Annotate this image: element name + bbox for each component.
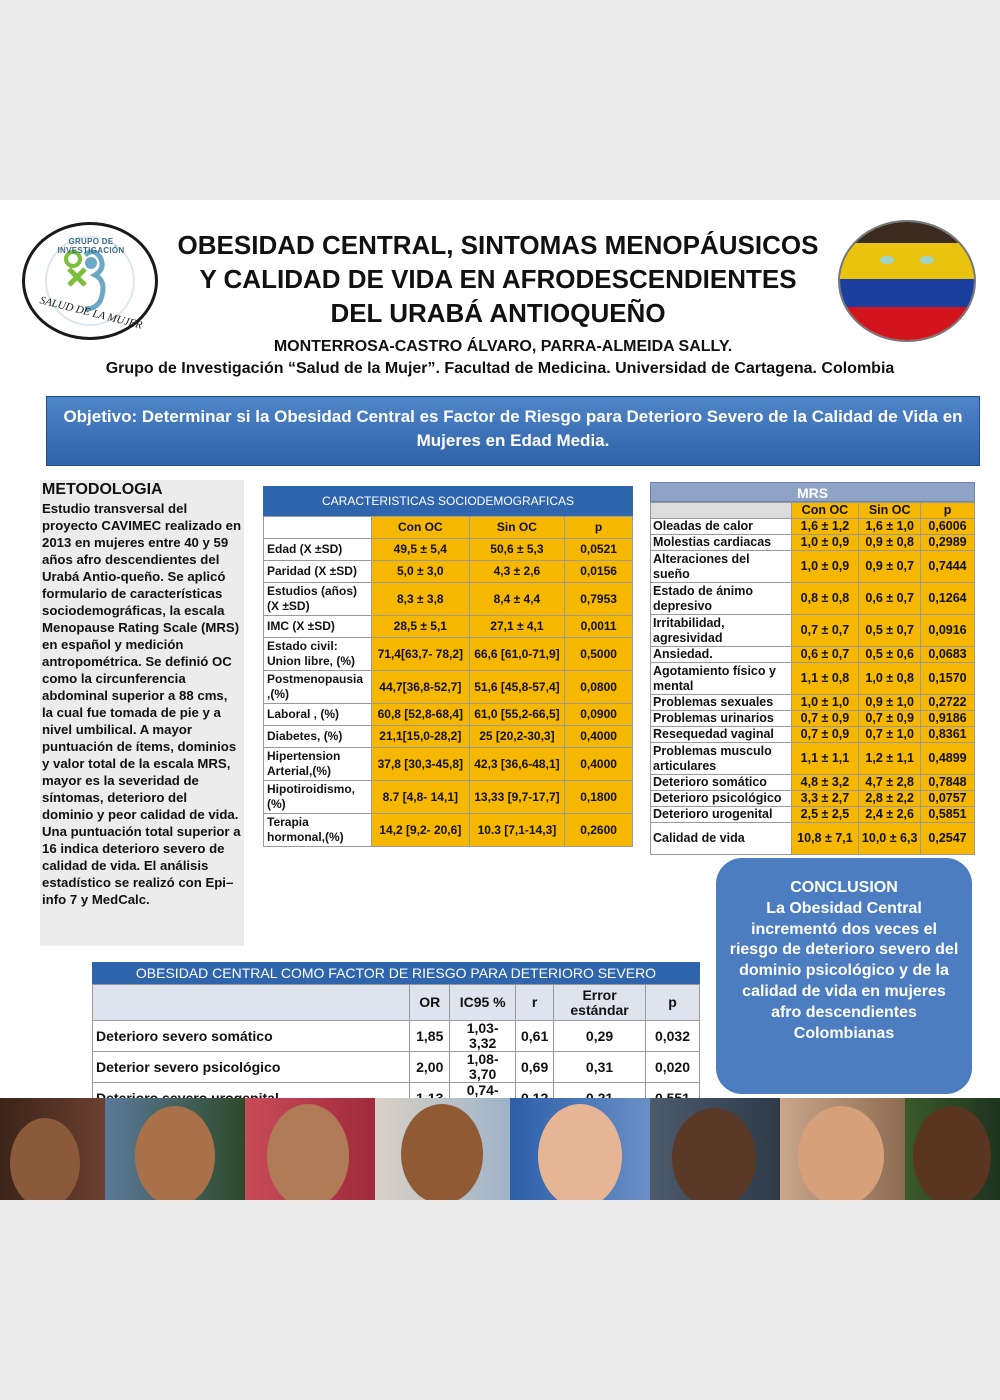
table-row [264,638,633,671]
table-cell: 0,2722 [921,695,975,711]
table-row [651,695,975,711]
row-label: Paridad (X ±SD) [264,561,372,583]
table-row [651,727,975,743]
column-header: Error estándar [554,985,646,1021]
table-cell: 61,0 [55,2-66,5] [469,704,565,726]
photo [650,1098,780,1200]
column-header [651,503,792,519]
table-cell: 0,7 ± 0,9 [859,711,921,727]
table-cell: 1,0 ± 0,8 [859,663,921,695]
table-cell: 8,4 ± 4,4 [469,583,565,616]
table-cell: 0,6 ± 0,7 [859,583,921,615]
table-cell: 0,2547 [921,823,975,855]
table-cell: 2,8 ± 2,2 [859,791,921,807]
table-caption: MRS [650,482,975,502]
eye-icon [920,256,934,264]
table-cell: 0,4000 [565,726,633,748]
face-shape [267,1104,349,1200]
table-cell: 0,1264 [921,583,975,615]
table-cell: 0,6 ± 0,7 [791,647,859,663]
table-cell: 0,4000 [565,748,633,781]
methodology-text: Una puntuación total superior a 16 indica deterioro severo de calidad de vida. El análisis estadístico se realizó con Epi–info 7 y MedCalc. [42,824,241,907]
table-row [93,1052,700,1083]
face-shape [538,1104,622,1200]
table-cell: 0,8 ± 0,8 [791,583,859,615]
table-cell: 0,4899 [921,743,975,775]
row-label: IMC (X ±SD) [264,616,372,638]
table-row [651,711,975,727]
logo-bottom-text: SALUD DE LA MUJER [38,294,144,332]
column-header [93,985,410,1021]
row-label: Laboral , (%) [264,704,372,726]
sociodemographic-table [263,486,633,847]
row-label: Deterioro somático [651,775,792,791]
table-cell: 1,1 ± 1,1 [791,743,859,775]
table-cell: 1,2 ± 1,1 [859,743,921,775]
row-label: Problemas urinarios [651,711,792,727]
face-shape [10,1118,80,1200]
poster [0,200,1000,1200]
table-cell: 0,7953 [565,583,633,616]
row-label: Estudios (años) (X ±SD) [264,583,372,616]
table-cell: 0,7848 [921,775,975,791]
title-line: Y CALIDAD DE VIDA EN AFRODESCENDIENTES [199,264,797,294]
table-row [651,535,975,551]
table-cell: 0,5 ± 0,6 [859,647,921,663]
table-cell: 0,1570 [921,663,975,695]
table-row [651,663,975,695]
table-cell: 1,1 ± 0,8 [791,663,859,695]
mrs-table [650,482,975,855]
photo [0,1098,105,1200]
table-cell: 50,6 ± 5,3 [469,539,565,561]
table-cell: 0,0521 [565,539,633,561]
conclusion-box [716,858,972,1094]
row-label: Terapia hormonal,(%) [264,814,372,847]
methodology-text: Estudio transversal del proyecto CAVIMEC realizado en 2013 en mujeres entre 40 y 59 años afro descendientes del Urabá Antio-queño. Se aplicó formulario de características sociodemográficas, la escala Menopause Rating Scale (MRS) en español y medición antropométrica. Se definió OC como la circunferencia abdominal superior a 88 cms, la cual fue tomada de pie y a nivel umbilical. A mayor puntuación de ítems, dominios y valor total de la escala MRS, mayor es la severidad de síntomas, deterioro del dominio y peor calidad de vida. [42,501,242,822]
face-shape [135,1106,215,1200]
table-cell: 1,6 ± 1,2 [791,519,859,535]
table-cell: 0,0683 [921,647,975,663]
row-label: Deterioro psicológico [651,791,792,807]
column-header: p [921,503,975,519]
table-row [651,551,975,583]
row-label: Oleadas de calor [651,519,792,535]
photo [780,1098,905,1200]
column-header [264,517,372,539]
table-cell: 0,5 ± 0,7 [859,615,921,647]
row-label: Deterioro urogenital [651,807,792,823]
table-cell: 0,7 ± 0,9 [791,727,859,743]
table-cell: 1,08-3,70 [450,1052,516,1083]
table-cell: 0,5851 [921,807,975,823]
table-cell: 0,0800 [565,671,633,704]
table-row [651,519,975,535]
flag-face-photo [838,220,976,342]
face-shape [913,1106,991,1200]
row-label: Calidad de vida [651,823,792,855]
table-cell: 1,03-3,32 [450,1021,516,1052]
table-cell: 4,8 ± 3,2 [791,775,859,791]
table-cell: 2,5 ± 2,5 [791,807,859,823]
row-label: Alteraciones del sueño [651,551,792,583]
row-label: Problemas sexuales [651,695,792,711]
table-cell: 71,4[63,7- 78,2] [371,638,469,671]
table-cell: 0,7 ± 0,7 [791,615,859,647]
row-label: Agotamiento físico y mental [651,663,792,695]
flag-red-band [840,307,974,340]
table-cell: 0,2600 [565,814,633,847]
table-cell: 0,74- [450,1083,516,1114]
table-cell: 2,4 ± 2,6 [859,807,921,823]
table-row [651,791,975,807]
table-cell: 1,0 ± 1,0 [791,695,859,711]
table-cell: 49,5 ± 5,4 [371,539,469,561]
table-cell: 25 [20,2-30,3] [469,726,565,748]
face-shape [798,1106,884,1200]
column-header: OR [410,985,450,1021]
table-cell: 0,9 ± 0,7 [859,551,921,583]
row-label: Molestias cardiacas [651,535,792,551]
logo-top-text: GRUPO DE INVESTIGACIÓN [57,237,125,255]
flag-yellow-band [840,243,974,278]
table-cell: 10.3 [7,1-14,3] [469,814,565,847]
column-header: r [516,985,554,1021]
table-row [651,775,975,791]
table-cell: 0,0156 [565,561,633,583]
title-line: DEL URABÁ ANTIOQUEÑO [330,298,666,328]
table-cell: 28,5 ± 5,1 [371,616,469,638]
table-cell: 1,0 ± 0,9 [791,535,859,551]
column-header: Con OC [791,503,859,519]
column-header: IC95 % [450,985,516,1021]
table-row [264,616,633,638]
column-header: p [565,517,633,539]
table-cell: 21,1[15,0-28,2] [371,726,469,748]
column-header: Con OC [371,517,469,539]
table-cell: 44,7[36,8-52,7] [371,671,469,704]
women-photo-strip [0,1098,1000,1200]
row-label: Diabetes, (%) [264,726,372,748]
table-caption: OBESIDAD CENTRAL COMO FACTOR DE RIESGO PARA DETERIORO SEVERO [92,962,700,984]
column-header: Sin OC [859,503,921,519]
table-caption: CARACTERISTICAS SOCIODEMOGRAFICAS [263,486,633,516]
photo [510,1098,650,1200]
row-label: Resequedad vaginal [651,727,792,743]
conclusion-text: La Obesidad Central incrementó dos veces el riesgo de deterioro severo del dominio psicológico y de la calidad de vida en mujeres afro descendientes Colombianas [729,899,959,1042]
table-cell: 0,6006 [921,519,975,535]
flag-blue-band [840,279,974,307]
face-shape [401,1104,483,1200]
table-cell: 0,0011 [565,616,633,638]
table-cell: 1,6 ± 1,0 [859,519,921,535]
photo [905,1098,1000,1200]
table-cell: 27,1 ± 4,1 [469,616,565,638]
table-cell: 0,8361 [921,727,975,743]
table-cell: 3,3 ± 2,7 [791,791,859,807]
table-cell: 0,020 [646,1052,700,1083]
table-row [264,748,633,781]
objective-banner: Objetivo: Determinar si la Obesidad Central es Factor de Riesgo para Deterioro Severo de la Calidad de Vida en Mujeres en Edad Media. [46,396,980,466]
table-cell: 51,6 [45,8-57,4] [469,671,565,704]
table-cell: 0,0757 [921,791,975,807]
table-cell: 2,00 [410,1052,450,1083]
table-cell: 4,3 ± 2,6 [469,561,565,583]
table-row [651,583,975,615]
table-cell: 0,61 [516,1021,554,1052]
table-row [264,539,633,561]
data-table [650,502,975,855]
table-row [264,671,633,704]
row-label: Deterior severo psicológico [93,1052,410,1083]
column-header: Sin OC [469,517,565,539]
table-cell: 0,31 [554,1052,646,1083]
table-cell: 37,8 [30,3-45,8] [371,748,469,781]
table-cell: 4,7 ± 2,8 [859,775,921,791]
table-row [93,1021,700,1052]
row-label: Postmenopausia ,(%) [264,671,372,704]
face-shape [672,1108,756,1200]
authors: MONTERROSA-CASTRO ÁLVARO, PARRA-ALMEIDA SALLY. [273,338,733,355]
row-label: Estado civil: Union libre, (%) [264,638,372,671]
conclusion-heading: CONCLUSION [790,879,898,896]
table-cell: 10,0 ± 6,3 [859,823,921,855]
table-cell: 0,0916 [921,615,975,647]
table-row [264,814,633,847]
row-label: Hipotiroidismo, (%) [264,781,372,814]
title-line: OBESIDAD CENTRAL, SINTOMAS MENOPÁUSICOS [177,230,819,260]
table-cell: 0,7 ± 1,0 [859,727,921,743]
table-cell: 0,9 ± 0,8 [859,535,921,551]
table-cell: 10,8 ± 7,1 [791,823,859,855]
affiliation: Grupo de Investigación “Salud de la Mujer”. Facultad de Medicina. Universidad de Cartagena. Colombia [105,360,895,377]
row-label: Deterioro severo somático [93,1021,410,1052]
methodology-panel [40,480,244,946]
table-row [651,647,975,663]
table-row [264,704,633,726]
table-cell: 8,3 ± 3,8 [371,583,469,616]
table-cell: 8.7 [4,8- 14,1] [371,781,469,814]
data-table [263,516,633,847]
table-row [264,583,633,616]
methodology-heading: METODOLOGIA [42,481,163,498]
photo [245,1098,375,1200]
table-cell: 0,1800 [565,781,633,814]
table-row [651,807,975,823]
table-cell: 5,0 ± 3,0 [371,561,469,583]
row-label: Ansiedad. [651,647,792,663]
table-row [264,561,633,583]
table-cell: 14,2 [9,2- 20,6] [371,814,469,847]
table-cell: 0,2989 [921,535,975,551]
column-header: p [646,985,700,1021]
eye-icon [880,256,894,264]
table-cell: 0,032 [646,1021,700,1052]
table-cell: 42,3 [36,6-48,1] [469,748,565,781]
table-cell: 1,85 [410,1021,450,1052]
table-cell: 0,9 ± 1,0 [859,695,921,711]
table-cell: 60,8 [52,8-68,4] [371,704,469,726]
table-cell: 0,69 [516,1052,554,1083]
table-row [651,743,975,775]
table-row [264,781,633,814]
table-row [651,615,975,647]
table-cell: 1,0 ± 0,9 [791,551,859,583]
row-label: Edad (X ±SD) [264,539,372,561]
table-cell: 13,33 [9,7-17,7] [469,781,565,814]
poster-title [160,228,836,330]
photo [375,1098,510,1200]
table-cell: 66,6 [61,0-71,9] [469,638,565,671]
table-cell: 0,7 ± 0,9 [791,711,859,727]
row-label: Irritabilidad, agresividad [651,615,792,647]
table-row [651,823,975,855]
table-cell: 0,0900 [565,704,633,726]
table-cell: 0,7444 [921,551,975,583]
table-cell: 0,9186 [921,711,975,727]
table-row [264,726,633,748]
table-cell: 0,29 [554,1021,646,1052]
research-group-logo [22,222,158,340]
row-label: Hipertension Arterial,(%) [264,748,372,781]
row-label: Estado de ánimo depresivo [651,583,792,615]
row-label: Problemas musculo articulares [651,743,792,775]
photo [105,1098,245,1200]
table-cell: 0,5000 [565,638,633,671]
